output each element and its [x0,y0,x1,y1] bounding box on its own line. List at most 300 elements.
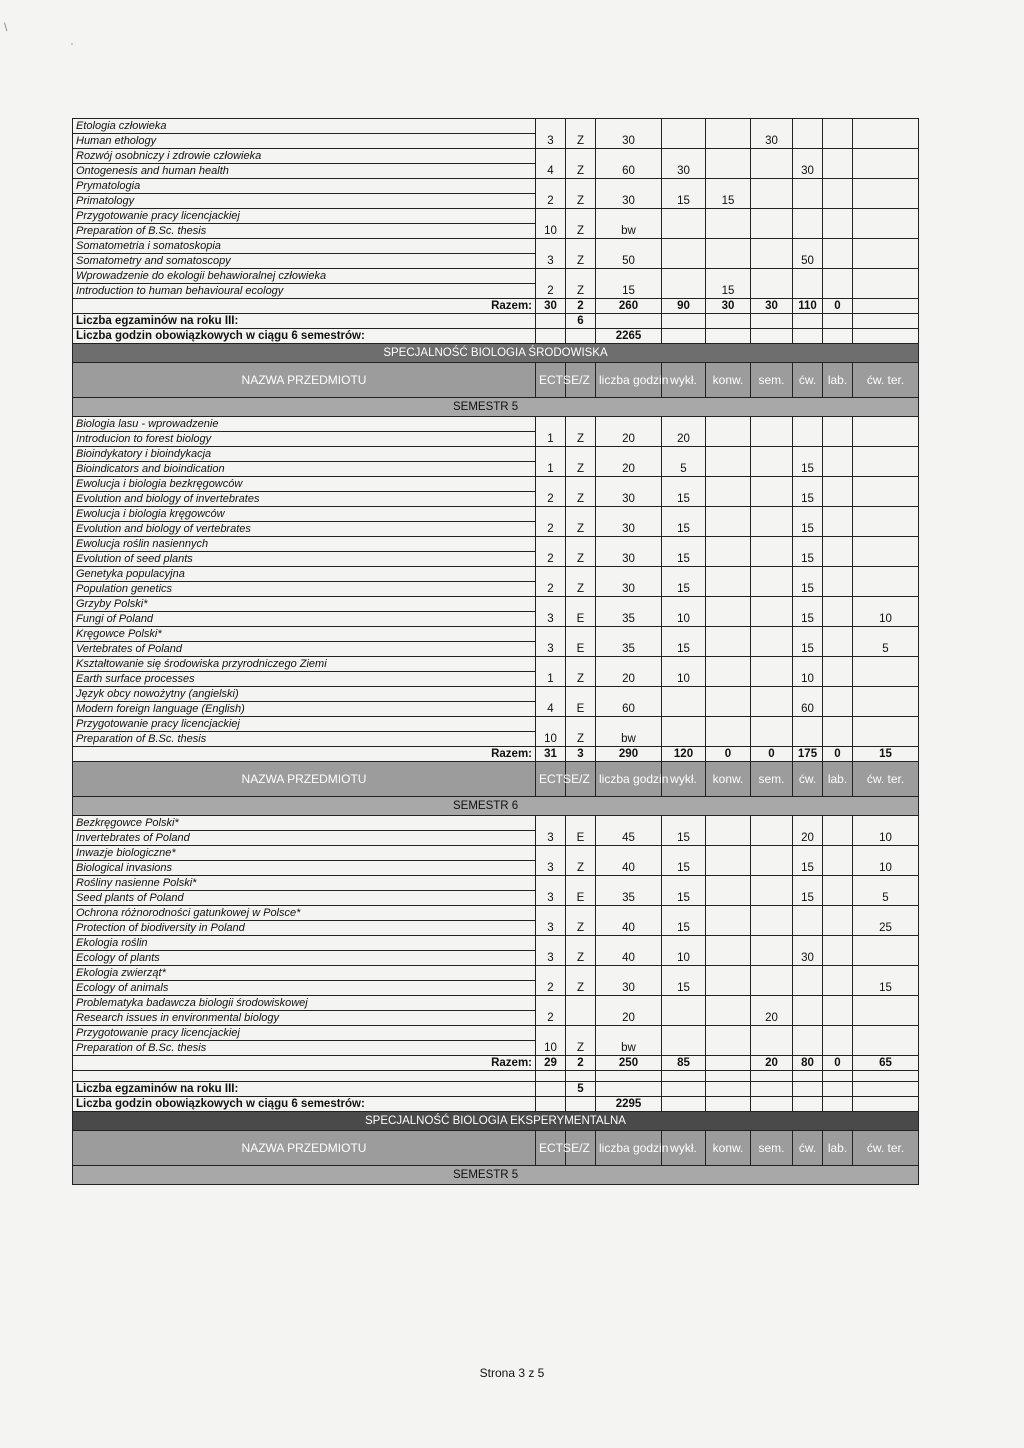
cell-hrs-spacer [596,657,662,672]
cell-k [706,522,751,537]
cell-hrs: 30 [596,552,662,567]
subject-name-pl: Prymatologia [73,179,536,194]
cell-l [823,981,853,996]
cell-k [706,1041,751,1056]
total-hrs: 290 [596,747,662,762]
cell-l-spacer [823,507,853,522]
blank-cell [662,1071,706,1082]
cell-w [662,254,706,269]
cell-l [823,1041,853,1056]
cell-w-spacer [662,179,706,194]
cell-hrs-spacer [596,179,662,194]
cell-k-spacer [706,537,751,552]
cell-w-spacer [662,627,706,642]
cell-c-spacer [793,477,823,492]
cell-t: 5 [853,642,919,657]
cell-w: 15 [662,831,706,846]
subject-name-en: Evolution and biology of vertebrates [73,522,536,537]
subject-name-pl: Rozwój osobniczy i zdrowie człowieka [73,149,536,164]
subject-name-pl: Etologia człowieka [73,119,536,134]
subject-name-pl: Grzyby Polski* [73,597,536,612]
cell-s-spacer [751,936,793,951]
hours-total-row-label: Liczba godzin obowiązkowych w ciągu 6 semestrów: [73,1097,536,1112]
cell-k [706,612,751,627]
table-row [73,876,919,891]
cell-c-spacer [793,936,823,951]
table-row [73,951,919,966]
blank-cell [823,1071,853,1082]
table-row [73,861,919,876]
cell-hrs: 60 [596,702,662,717]
table-row [73,657,919,672]
cell-w [662,702,706,717]
specialty-band [73,344,919,363]
cell-w-spacer [662,269,706,284]
cell-k-spacer [706,179,751,194]
cell-s-spacer [751,876,793,891]
table-row [73,492,919,507]
header-c: ćw. [793,762,823,797]
cell-hrs-spacer [596,816,662,831]
cell-ects: 1 [536,462,566,477]
semester-row [73,398,919,417]
cell-w: 5 [662,462,706,477]
cell-s [751,861,793,876]
cell-c [793,224,823,239]
table-row [73,981,919,996]
specialty-band [73,1112,919,1131]
cell-c-spacer [793,537,823,552]
cell-ez-spacer [566,906,596,921]
header-hours: liczba godzin [596,1131,662,1166]
cell-k-spacer [706,846,751,861]
cell-ez: E [566,831,596,846]
subject-name-pl: Ewolucja i biologia bezkręgowców [73,477,536,492]
cell-s: 20 [751,1011,793,1026]
cell-hrs: 35 [596,891,662,906]
subject-name-pl: Ewolucja roślin nasiennych [73,537,536,552]
cell-t-spacer [853,537,919,552]
hours-total-row-cell [823,1097,853,1112]
cell-l [823,194,853,209]
cell-t-spacer [853,687,919,702]
table-row [73,612,919,627]
cell-w-spacer [662,447,706,462]
cell-t-spacer [853,1026,919,1041]
subject-name-en: Evolution of seed plants [73,552,536,567]
cell-hrs: 35 [596,642,662,657]
table-row [73,906,919,921]
cell-k [706,831,751,846]
cell-s-spacer [751,269,793,284]
cell-ects: 3 [536,254,566,269]
cell-c [793,1041,823,1056]
blank-cell [536,1071,566,1082]
header-w: wykł. [662,363,706,398]
exam-count-row-label: Liczba egzaminów na roku III: [73,1082,536,1097]
cell-ez-spacer [566,717,596,732]
subject-name-pl: Przygotowanie pracy licencjackiej [73,209,536,224]
cell-l [823,432,853,447]
table-row [73,119,919,134]
subject-name-en: Introducion to forest biology [73,432,536,447]
subject-name-en: Ontogenesis and human health [73,164,536,179]
subject-name-pl: Przygotowanie pracy licencjackiej [73,1026,536,1041]
cell-l [823,134,853,149]
cell-t-spacer [853,447,919,462]
cell-k-spacer [706,269,751,284]
subject-name-pl: Biologia lasu - wprowadzenie [73,417,536,432]
table-row [73,831,919,846]
total-c: 175 [793,747,823,762]
total-hrs: 260 [596,299,662,314]
cell-l [823,492,853,507]
cell-hrs: 30 [596,134,662,149]
curriculum-table [72,118,919,1185]
cell-w-spacer [662,507,706,522]
cell-ez-spacer [566,209,596,224]
cell-ez: Z [566,861,596,876]
cell-l [823,164,853,179]
cell-w-spacer [662,477,706,492]
cell-ects: 3 [536,951,566,966]
cell-c: 15 [793,462,823,477]
cell-l [823,891,853,906]
table-row [73,447,919,462]
cell-c-spacer [793,269,823,284]
cell-ez: Z [566,732,596,747]
cell-ects-spacer [536,209,566,224]
cell-k-spacer [706,119,751,134]
table-row [73,687,919,702]
cell-w-spacer [662,657,706,672]
cell-c-spacer [793,816,823,831]
subject-name-en: Ecology of plants [73,951,536,966]
total-row [73,299,919,314]
hours-total-row-cell [536,329,566,344]
cell-k [706,921,751,936]
cell-ects-spacer [536,149,566,164]
header-w: wykł. [662,762,706,797]
cell-k-spacer [706,1026,751,1041]
total-row [73,1056,919,1071]
cell-l [823,1011,853,1026]
cell-k [706,462,751,477]
cell-ects-spacer [536,477,566,492]
blank-cell [853,1071,919,1082]
cell-l-spacer [823,209,853,224]
header-ez: E/Z [566,762,596,797]
cell-t-spacer [853,417,919,432]
header-subject: NAZWA PRZEDMIOTU [73,1131,536,1166]
total-w: 90 [662,299,706,314]
cell-hrs-spacer [596,906,662,921]
cell-ects-spacer [536,816,566,831]
cell-s-spacer [751,657,793,672]
hours-total-row-cell [751,329,793,344]
cell-ects: 3 [536,861,566,876]
cell-c [793,284,823,299]
cell-c: 30 [793,164,823,179]
cell-ez-spacer [566,417,596,432]
cell-c-spacer [793,507,823,522]
header-ez: E/Z [566,1131,596,1166]
cell-ects: 3 [536,891,566,906]
cell-hrs: 30 [596,492,662,507]
cell-t-spacer [853,567,919,582]
cell-t-spacer [853,149,919,164]
subject-name-en: Modern foreign language (English) [73,702,536,717]
table-row [73,224,919,239]
cell-w [662,732,706,747]
cell-k-spacer [706,239,751,254]
cell-hrs: 20 [596,1011,662,1026]
total-s: 0 [751,747,793,762]
hours-total-row-cell [706,1097,751,1112]
cell-k-spacer [706,149,751,164]
cell-c-spacer [793,179,823,194]
cell-w-spacer [662,1026,706,1041]
cell-ects: 1 [536,432,566,447]
cell-w-spacer [662,149,706,164]
cell-ects-spacer [536,447,566,462]
cell-ez-spacer [566,816,596,831]
cell-ects: 4 [536,164,566,179]
cell-s: 30 [751,134,793,149]
cell-l-spacer [823,417,853,432]
total-w: 85 [662,1056,706,1071]
table-row [73,582,919,597]
cell-ects: 3 [536,134,566,149]
cell-l-spacer [823,239,853,254]
header-subject: NAZWA PRZEDMIOTU [73,762,536,797]
exam-count-row-cell: 6 [566,314,596,329]
table-row [73,507,919,522]
total-ez: 2 [566,299,596,314]
total-k: 0 [706,747,751,762]
cell-c: 10 [793,672,823,687]
cell-t-spacer [853,846,919,861]
table-row [73,921,919,936]
cell-t: 10 [853,831,919,846]
cell-t [853,432,919,447]
exam-count-row-cell [662,1082,706,1097]
cell-t [853,672,919,687]
exam-count-row-cell [596,1082,662,1097]
cell-ez-spacer [566,179,596,194]
cell-w: 15 [662,642,706,657]
semester-label: SEMESTR 5 [73,1166,919,1185]
cell-hrs-spacer [596,269,662,284]
cell-l-spacer [823,597,853,612]
subject-name-pl: Kręgowce Polski* [73,627,536,642]
cell-s [751,612,793,627]
cell-ez: Z [566,951,596,966]
cell-c: 15 [793,861,823,876]
cell-s [751,432,793,447]
cell-l-spacer [823,846,853,861]
cell-s [751,702,793,717]
table-row [73,642,919,657]
table-row [73,1041,919,1056]
cell-c: 15 [793,891,823,906]
cell-ez-spacer [566,507,596,522]
cell-t-spacer [853,906,919,921]
cell-c: 15 [793,552,823,567]
column-header-row [73,1131,919,1166]
cell-w-spacer [662,417,706,432]
header-c: ćw. [793,363,823,398]
cell-t [853,1011,919,1026]
cell-ez: Z [566,134,596,149]
header-hours: liczba godzin [596,363,662,398]
header-c: ćw. [793,1131,823,1166]
cell-c: 20 [793,831,823,846]
cell-l-spacer [823,477,853,492]
header-ez: E/Z [566,363,596,398]
cell-ects: 2 [536,552,566,567]
table-row [73,627,919,642]
curriculum-sheet [72,118,918,1185]
cell-k [706,732,751,747]
cell-l [823,642,853,657]
cell-l-spacer [823,906,853,921]
exam-count-row-cell [793,1082,823,1097]
cell-s-spacer [751,966,793,981]
cell-hrs-spacer [596,1026,662,1041]
cell-ez-spacer [566,657,596,672]
cell-l-spacer [823,627,853,642]
cell-c: 15 [793,642,823,657]
cell-c: 50 [793,254,823,269]
cell-c-spacer [793,657,823,672]
cell-l-spacer [823,119,853,134]
cell-ez: E [566,891,596,906]
cell-k-spacer [706,816,751,831]
cell-ez: E [566,702,596,717]
cell-l-spacer [823,149,853,164]
cell-ez-spacer [566,846,596,861]
semester-row [73,1166,919,1185]
cell-k-spacer [706,507,751,522]
cell-c-spacer [793,149,823,164]
cell-ez-spacer [566,966,596,981]
cell-l-spacer [823,1026,853,1041]
blank-cell [566,1071,596,1082]
subject-name-pl: Ewolucja i biologia kręgowców [73,507,536,522]
hours-total-row-cell [793,329,823,344]
cell-w [662,134,706,149]
cell-l-spacer [823,996,853,1011]
total-s: 30 [751,299,793,314]
cell-ez-spacer [566,269,596,284]
cell-t-spacer [853,717,919,732]
cell-t-spacer [853,179,919,194]
subject-name-pl: Ekologia roślin [73,936,536,951]
table-row [73,194,919,209]
total-ez: 3 [566,747,596,762]
table-row [73,732,919,747]
table-row [73,597,919,612]
exam-count-row-cell [706,1082,751,1097]
cell-ez: Z [566,492,596,507]
semester-label: SEMESTR 5 [73,398,919,417]
header-s: sem. [751,1131,793,1166]
cell-s [751,642,793,657]
cell-ez: E [566,642,596,657]
cell-k-spacer [706,567,751,582]
cell-hrs-spacer [596,417,662,432]
cell-s [751,284,793,299]
cell-t-spacer [853,477,919,492]
cell-hrs: 40 [596,861,662,876]
cell-c-spacer [793,906,823,921]
total-s: 20 [751,1056,793,1071]
cell-hrs: 50 [596,254,662,269]
cell-ez: Z [566,672,596,687]
total-row [73,747,919,762]
header-t: ćw. ter. [853,1131,919,1166]
cell-hrs: 45 [596,831,662,846]
cell-w: 15 [662,194,706,209]
cell-s-spacer [751,1026,793,1041]
table-row [73,552,919,567]
cell-ez: Z [566,552,596,567]
header-s: sem. [751,762,793,797]
cell-t-spacer [853,119,919,134]
subject-name-en: Fungi of Poland [73,612,536,627]
cell-s [751,522,793,537]
cell-hrs-spacer [596,119,662,134]
table-row [73,179,919,194]
header-l: lab. [823,1131,853,1166]
cell-s [751,492,793,507]
header-l: lab. [823,762,853,797]
cell-s-spacer [751,996,793,1011]
subject-name-pl: Inwazje biologiczne* [73,846,536,861]
cell-hrs: 30 [596,194,662,209]
cell-w [662,1011,706,1026]
table-row [73,1011,919,1026]
subject-name-en: Preparation of B.Sc. thesis [73,224,536,239]
cell-ects: 1 [536,672,566,687]
cell-s-spacer [751,816,793,831]
total-label: Razem: [73,299,536,314]
cell-s-spacer [751,447,793,462]
cell-w: 15 [662,981,706,996]
total-ects: 30 [536,299,566,314]
cell-w-spacer [662,996,706,1011]
exam-count-row-cell [793,314,823,329]
hours-total-row-cell [566,329,596,344]
table-row [73,717,919,732]
cell-t [853,284,919,299]
cell-hrs-spacer [596,447,662,462]
cell-l [823,254,853,269]
cell-l [823,951,853,966]
table-row [73,254,919,269]
cell-hrs: 40 [596,921,662,936]
cell-k [706,891,751,906]
subject-name-pl: Bioindykatory i bioindykacja [73,447,536,462]
cell-w-spacer [662,119,706,134]
cell-hrs: 30 [596,981,662,996]
cell-ects: 2 [536,522,566,537]
cell-c-spacer [793,119,823,134]
cell-l [823,732,853,747]
exam-count-row-label: Liczba egzaminów na roku III: [73,314,536,329]
cell-s [751,582,793,597]
